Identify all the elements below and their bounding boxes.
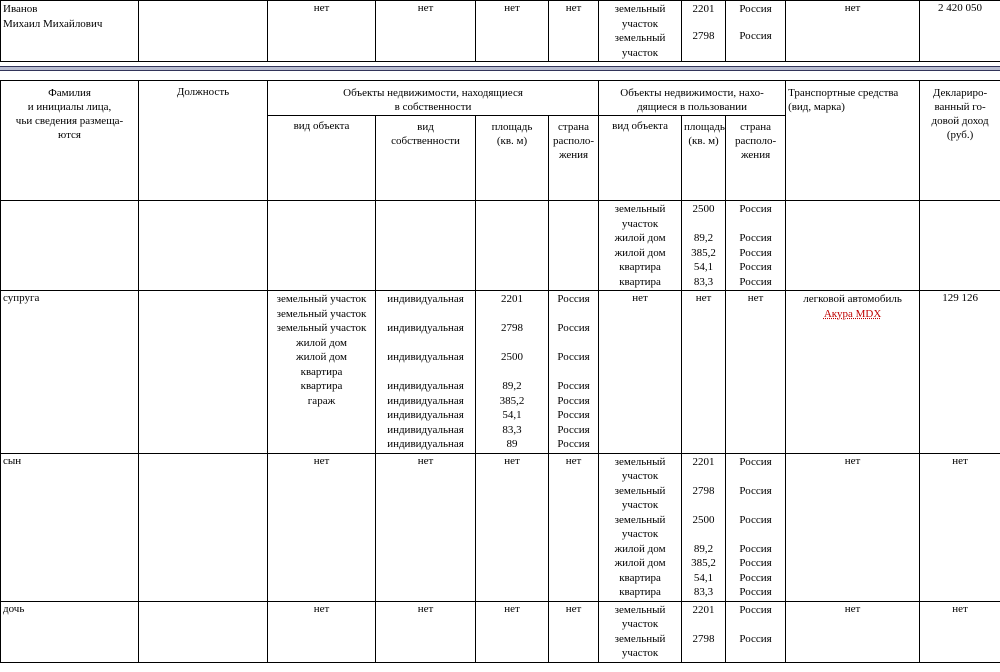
used-country-line: Россия — [739, 246, 772, 259]
cell-owned-type — [268, 291, 376, 454]
header-vehicles-line: (вид, марка) — [788, 101, 845, 113]
used-area-line: 83,3 — [693, 586, 714, 598]
used-area-line: 2201 — [692, 603, 715, 616]
person-first-patronymic: Михаил Михайлович — [3, 17, 103, 30]
cell-position — [139, 1, 268, 62]
header-used-area-line: (кв. м) — [688, 135, 719, 147]
header-used-country-line: располо- — [734, 135, 777, 147]
used-country-line: Россия — [739, 455, 772, 468]
header-income-line: Деклариро- — [932, 87, 988, 99]
table-row — [1, 291, 1000, 454]
used-type-line: земельный участок — [614, 603, 666, 630]
cell-used-type — [599, 453, 682, 601]
header-group-owned — [268, 81, 599, 116]
header-used-country — [726, 116, 786, 201]
header-used-country-line: страна — [740, 121, 772, 133]
header-owned-area — [476, 116, 549, 201]
owned-ownership-line: индивидуальная — [387, 394, 464, 407]
header-vehicles-line: Транспортные средства — [788, 87, 899, 99]
cell-used-area: нет — [682, 291, 726, 454]
header-used-type — [599, 116, 682, 201]
header-owned-ownership-line: собственности — [391, 135, 460, 147]
used-type-line: земельный участок — [614, 513, 666, 540]
used-area-line: 385,2 — [691, 246, 716, 259]
header-owned-country-line: страна — [558, 121, 590, 133]
cell-used-type: нет — [599, 291, 682, 454]
used-country-line: Россия — [739, 30, 772, 42]
cell-income: нет — [920, 601, 1000, 662]
cell-owned-ownership: нет — [376, 453, 476, 601]
used-country-line: Россия — [739, 3, 772, 15]
cell-vehicles: нет — [786, 453, 920, 601]
cell-position — [139, 453, 268, 601]
used-area-line: 2500 — [692, 513, 715, 526]
cell-position — [139, 291, 268, 454]
header-owned-ownership — [376, 116, 476, 201]
owned-area-line: 89 — [506, 438, 518, 450]
owned-country-line: Россия — [557, 423, 590, 436]
cell-person: сын — [1, 453, 139, 601]
cell-used-area — [682, 201, 726, 291]
used-country-line: Россия — [739, 542, 772, 555]
cell-owned-ownership — [376, 201, 476, 291]
cell-used-country — [726, 1, 786, 62]
owned-area-line: 385,2 — [499, 394, 525, 407]
cell-owned-ownership — [376, 291, 476, 454]
used-type-line: земельный участок — [614, 3, 666, 30]
owned-ownership-line: индивидуальная — [387, 423, 464, 436]
header-person-line: чьи сведения размеща- — [15, 115, 124, 127]
header-used-area — [682, 116, 726, 201]
table-row — [1, 201, 1000, 291]
owned-area-line: 2201 — [501, 293, 523, 305]
used-type-line: земельный участок — [614, 32, 666, 59]
owned-country-line: Россия — [557, 293, 590, 305]
owned-country-line: Россия — [557, 380, 590, 392]
header-group-used — [599, 81, 786, 116]
cell-income: 2 420 050 — [920, 1, 1000, 62]
cell-position — [139, 601, 268, 662]
used-area-line: 83,3 — [693, 275, 714, 288]
cell-owned-country — [549, 291, 599, 454]
used-country-line: Россия — [739, 232, 772, 244]
cell-owned-ownership: нет — [376, 1, 476, 62]
header-income-line: довой доход — [931, 115, 989, 127]
used-country-line: Россия — [739, 557, 772, 569]
used-area-line: 89,2 — [693, 232, 714, 244]
header-used-area-line: площадь — [684, 121, 725, 133]
header-used-type-text: вид объекта — [612, 120, 668, 132]
used-country-line: Россия — [739, 571, 772, 584]
cell-used-type — [599, 601, 682, 662]
used-area-line: 2201 — [692, 3, 715, 15]
used-area-line: 2798 — [692, 632, 715, 645]
person-last-name: Иванов — [3, 3, 38, 15]
cell-owned-area — [476, 291, 549, 454]
table-row — [1, 601, 1000, 662]
used-country-line: Россия — [739, 203, 772, 215]
cell-used-area — [682, 601, 726, 662]
used-type-line: квартира — [619, 275, 661, 288]
cell-vehicles — [786, 201, 920, 291]
used-country-line: Россия — [739, 261, 772, 273]
used-area-line: 54,1 — [693, 261, 714, 273]
header-owned-country-line: располо- — [552, 135, 595, 147]
owned-ownership-line: индивидуальная — [387, 438, 464, 450]
header-group-used-line: Объекты недвижимости, нахо- — [620, 87, 764, 99]
vehicle-line: легковой автомобиль — [803, 293, 902, 305]
used-type-line: земельный участок — [614, 632, 666, 659]
table-row — [1, 1, 1000, 62]
used-area-line: 89,2 — [693, 542, 714, 555]
header-person — [1, 81, 139, 201]
cell-person — [1, 1, 139, 62]
header-position-text: Должность — [176, 86, 230, 98]
header-income — [920, 81, 1000, 201]
header-owned-country-line: жения — [558, 149, 589, 161]
header-owned-ownership-line: вид — [417, 121, 434, 133]
cell-used-area — [682, 1, 726, 62]
used-area-line: 2201 — [692, 455, 715, 468]
cell-owned-area: нет — [476, 601, 549, 662]
owned-ownership-line: индивидуальная — [387, 351, 464, 363]
cell-owned-area — [476, 201, 549, 291]
previous-table-fragment — [0, 0, 1000, 62]
cell-income: нет — [920, 453, 1000, 601]
owned-type-line: жилой дом — [296, 351, 347, 363]
used-type-line: жилой дом — [614, 232, 666, 244]
used-country-line: Россия — [739, 484, 772, 497]
used-area-line: 2798 — [692, 30, 715, 42]
owned-country-line: Россия — [557, 409, 590, 421]
used-area-line: 385,2 — [691, 557, 716, 569]
cell-used-country: нет — [726, 291, 786, 454]
used-country-line: Россия — [739, 275, 772, 288]
vehicle-model: Акура MDX — [823, 307, 882, 320]
owned-ownership-line: индивидуальная — [387, 380, 464, 392]
cell-owned-ownership: нет — [376, 601, 476, 662]
header-owned-area-line: площадь — [491, 121, 533, 133]
header-position — [139, 81, 268, 201]
cell-used-area — [682, 453, 726, 601]
owned-type-line: земельный участок — [276, 322, 367, 334]
owned-ownership-line: индивидуальная — [387, 409, 464, 421]
cell-owned-area: нет — [476, 453, 549, 601]
owned-type-line: земельный участок — [276, 307, 367, 320]
used-area-line: 54,1 — [693, 571, 714, 584]
cell-owned-country — [549, 201, 599, 291]
cell-used-country — [726, 601, 786, 662]
owned-ownership-line: индивидуальная — [387, 322, 464, 334]
separator-rule — [0, 66, 1000, 71]
declaration-table — [0, 80, 1000, 663]
used-country-line: Россия — [739, 513, 772, 526]
owned-country-line: Россия — [557, 351, 590, 363]
cell-owned-type — [268, 201, 376, 291]
used-country-line: Россия — [739, 586, 772, 598]
owned-ownership-line: индивидуальная — [387, 293, 464, 305]
owned-type-line: квартира — [300, 380, 343, 392]
owned-area-line: 89,2 — [502, 380, 522, 392]
owned-country-line: Россия — [557, 322, 590, 334]
cell-owned-country: нет — [549, 601, 599, 662]
owned-country-line: Россия — [557, 438, 590, 450]
used-type-line: земельный участок — [614, 203, 666, 230]
used-type-line: жилой дом — [614, 557, 666, 569]
header-group-used-line: дящиеся в пользовании — [637, 101, 748, 113]
header-owned-country — [549, 116, 599, 201]
header-vehicles — [786, 81, 920, 201]
used-type-line: квартира — [619, 261, 661, 273]
header-person-line: и инициалы лица, — [27, 101, 112, 113]
used-type-line: жилой дом — [614, 542, 666, 555]
owned-type-line: жилой дом — [296, 336, 347, 349]
cell-owned-type: нет — [268, 453, 376, 601]
header-income-line: (руб.) — [946, 129, 974, 141]
cell-vehicles — [786, 291, 920, 454]
cell-owned-type: нет — [268, 1, 376, 62]
cell-owned-country: нет — [549, 453, 599, 601]
cell-used-type — [599, 201, 682, 291]
header-owned-area-line: (кв. м) — [496, 135, 528, 147]
cell-position — [139, 201, 268, 291]
cell-used-type — [599, 1, 682, 62]
owned-type-line: земельный участок — [276, 293, 367, 305]
cell-owned-type: нет — [268, 601, 376, 662]
used-type-line: земельный участок — [614, 455, 666, 482]
cell-used-country — [726, 201, 786, 291]
used-area-line: 2500 — [692, 203, 715, 215]
used-type-line: квартира — [619, 586, 661, 598]
cell-vehicles: нет — [786, 1, 920, 62]
used-country-line: Россия — [739, 603, 772, 616]
header-person-line: ются — [58, 129, 81, 141]
cell-vehicles: нет — [786, 601, 920, 662]
owned-area-line: 2798 — [501, 322, 523, 334]
used-type-line: земельный участок — [614, 484, 666, 511]
used-country-line: Россия — [739, 632, 772, 645]
header-owned-type — [268, 116, 376, 201]
header-owned-type-text: вид объекта — [293, 120, 350, 132]
cell-owned-area: нет — [476, 1, 549, 62]
header-income-line: ванный го- — [934, 101, 986, 113]
header-group-owned-line: Объекты недвижимости, находящиеся — [343, 87, 523, 99]
header-used-country-line: жения — [740, 149, 771, 161]
owned-type-line: гараж — [307, 394, 336, 407]
table-header-row-groups — [1, 81, 1000, 116]
header-person-line: Фамилия — [48, 87, 91, 99]
owned-area-line: 54,1 — [502, 409, 522, 421]
owned-type-line: квартира — [300, 365, 343, 378]
cell-person: дочь — [1, 601, 139, 662]
cell-income: 129 126 — [920, 291, 1000, 454]
page-separator — [0, 62, 1000, 80]
owned-country-line: Россия — [557, 394, 590, 407]
used-area-line: 2798 — [692, 484, 715, 497]
cell-owned-country: нет — [549, 1, 599, 62]
cell-income — [920, 201, 1000, 291]
owned-area-line: 83,3 — [502, 423, 522, 436]
table-row — [1, 453, 1000, 601]
cell-person — [1, 201, 139, 291]
owned-area-line: 2500 — [501, 351, 523, 363]
used-type-line: жилой дом — [614, 246, 666, 259]
header-group-owned-line: в собственности — [394, 101, 472, 113]
used-type-line: квартира — [619, 571, 661, 584]
cell-person: супруга — [1, 291, 139, 454]
cell-used-country — [726, 453, 786, 601]
